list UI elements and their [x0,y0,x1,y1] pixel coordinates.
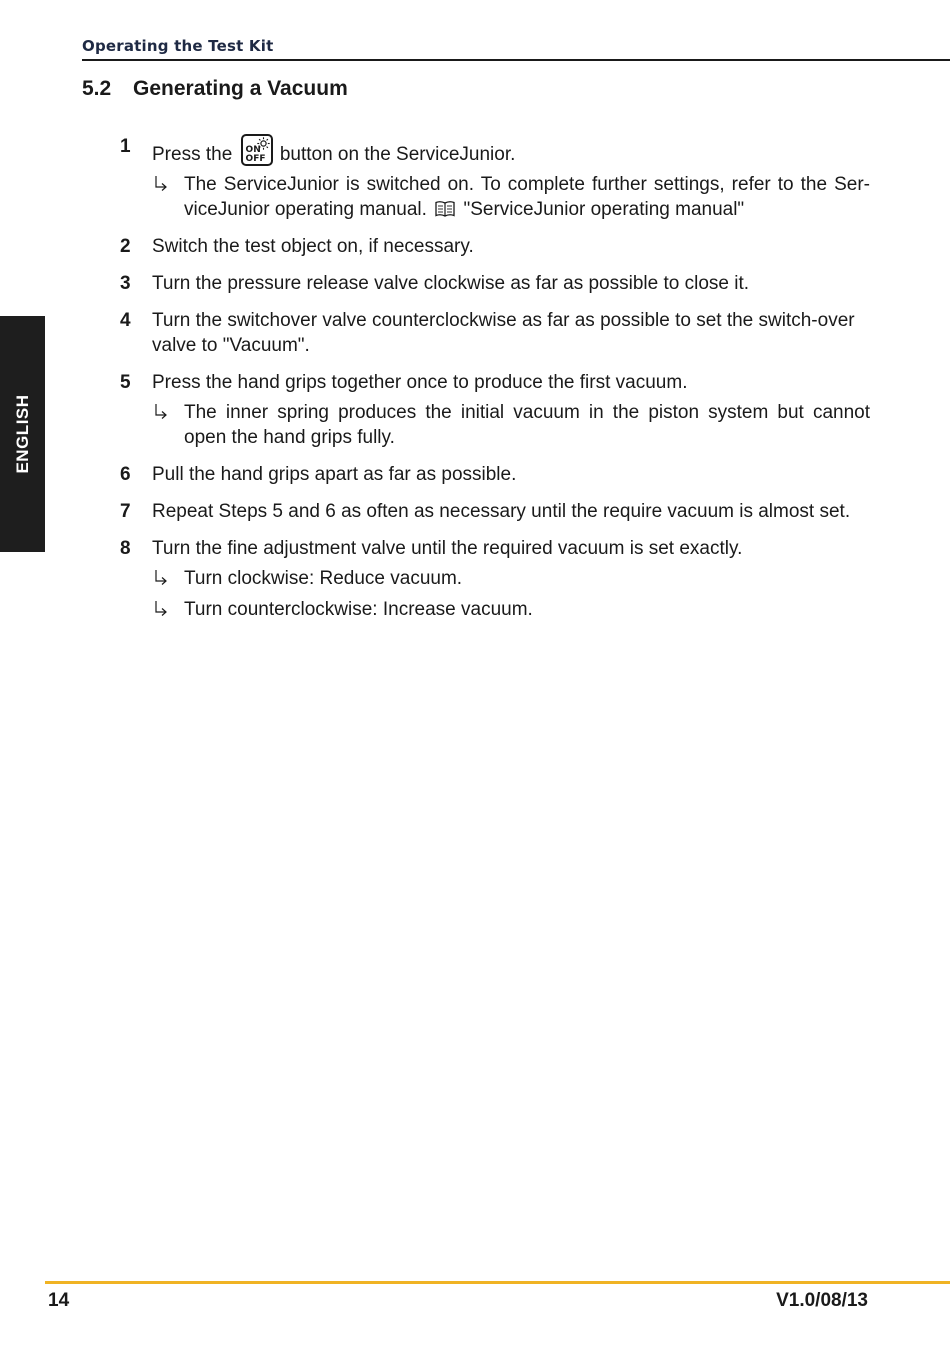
step-text: Pull the hand grips apart as far as possible. [152,464,517,485]
manual-book-icon [434,200,456,218]
result-arrow-icon [152,174,170,194]
step-text: Turn the switchover valve counterclockwise as far as possible to set the switch-over valve to "Vacuum". [152,310,855,356]
step-number: 8 [120,538,131,559]
on-off-button-icon [241,134,273,166]
manual-reference: "ServiceJunior operating manual" [463,199,745,220]
on-label: ON [245,145,261,155]
step-text: Switch the test object on, if necessary. [152,236,474,257]
step-text: Repeat Steps 5 and 6 as often as necessary until the require vacuum is almost set. [152,501,851,522]
step-number: 2 [120,236,131,257]
result-arrow-icon [152,599,170,619]
language-tab [0,316,45,552]
step-item [120,271,870,296]
result-text: Turn clockwise: Reduce vacuum. [184,568,463,589]
footer-rule [45,1281,950,1284]
step-number: 6 [120,464,131,485]
result-arrow-icon [152,568,170,588]
step-list [120,134,870,634]
step-text: Turn the pressure release valve clockwise as far as possible to close it. [152,273,750,294]
result-text: Turn counterclockwise: Increase vacuum. [184,599,533,620]
document-version: V1.0/08/13 [776,1290,868,1311]
step-text: Turn the fine adjustment valve until the required vacuum is set exactly. [152,538,743,559]
step-text: Press the [152,144,233,165]
step-number: 7 [120,501,131,522]
step-item [120,536,870,622]
step-text: button on the ServiceJunior. [279,144,516,165]
step-number: 4 [120,310,131,331]
running-header: Operating the Test Kit [82,37,274,55]
step-item [120,370,870,450]
step-item [120,134,870,222]
section-number: 5.2 [82,77,112,100]
step-result [152,172,870,222]
step-result [152,400,870,450]
step-item [120,499,870,524]
step-result [152,597,870,622]
step-item [120,308,870,358]
page-number: 14 [48,1290,70,1311]
step-item [120,234,870,259]
step-text: Press the hand grips together once to produce the first vacuum. [152,372,688,393]
step-result [152,566,870,591]
off-label: OFF [245,154,266,164]
step-item [120,462,870,487]
section-title: Generating a Vacuum [133,77,348,100]
result-text: The ServiceJunior is switched on. To complete further settings, refer to the ServiceJunior operating manual. [184,174,870,220]
result-arrow-icon [152,402,170,422]
section-heading [82,77,348,101]
step-number: 3 [120,273,131,294]
language-tab-label: ENGLISH [12,394,32,474]
header-rule [82,59,950,61]
result-text: The inner spring produces the initial vacuum in the piston system but cannot open the hand grips fully. [184,402,870,448]
step-number: 1 [120,136,131,157]
step-number: 5 [120,372,131,393]
